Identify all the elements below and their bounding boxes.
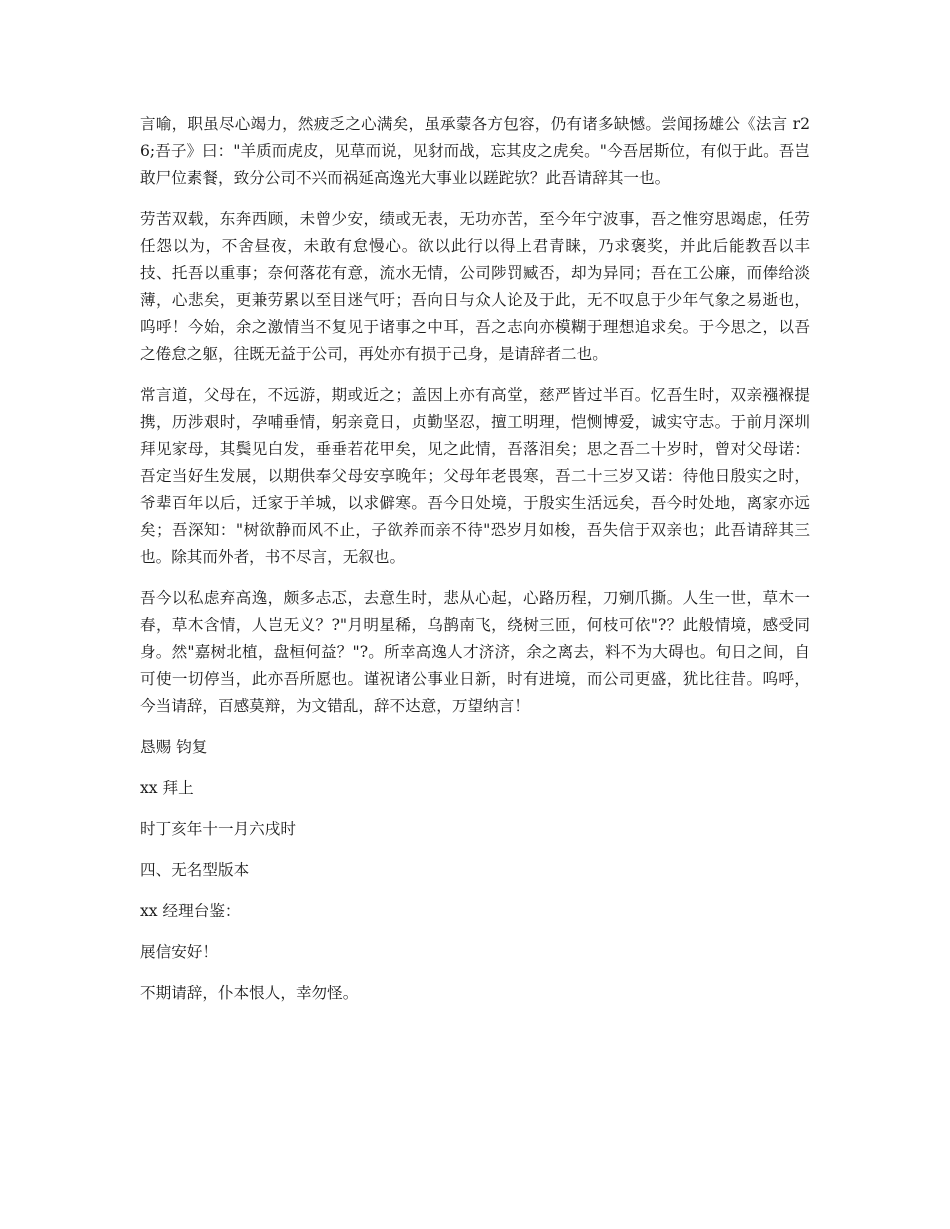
section-heading: 四、无名型版本: [140, 861, 250, 879]
signature-line: xx 拜上: [140, 779, 194, 797]
greeting-line: 展信安好！: [140, 943, 218, 961]
opening-line: 不期请辞，仆本恨人，幸勿怪。: [140, 984, 359, 1002]
salutation-line: xx 经理台鉴：: [140, 902, 241, 920]
document-page: [140, 111, 810, 1021]
paragraph-farewell: 吾今以私虑弃高逸，颇多忐忑，去意生时，悲从心起，心路历程，刀剜爪撕。人生一世，草木一春，草木含情，人岂无义？?"月明星稀，乌鹊南飞，绕树三匝，何枝可依"?？此般情境，感受同身。然"嘉树北植，盘桓何益？"?。所幸高逸人才济济，余之离去，料不为大碍也。旬日之间，自可使一切停当，此亦吾所愿也。谨祝诸公事业日新，时有进境，而公司更盛，犹比往昔。呜呼，今当请辞，百感莫辩，为文错乱，辞不达意，万望纳言！: [140, 589, 810, 715]
paragraph-reason-one: 言喻，职虽尽心竭力，然疲乏之心满矣，虽承蒙各方包容，仍有诸多缺憾。尝闻扬雄公《法言 r26;吾子》曰："羊质而虎皮，见草而说，见豺而战，忘其皮之虎矣。"今吾居斯位，有似于此。吾岂敢尸位素餐，致分公司不兴而祸延高逸光大事业以蹉跎欤？此吾请辞其一也。: [140, 115, 810, 187]
closing-line: 恳赐 钧复: [140, 738, 208, 756]
paragraph-reason-three: 常言道，父母在，不远游，期或近之；盖因上亦有高堂，慈严皆过半百。忆吾生时，双亲襁褓提携，历涉艰时，孕哺垂情，躬亲竟日，贞勤坚忍，擅工明理，恺恻博爱，诚实守志。于前月深圳拜见家母，其鬓见白发，垂垂若花甲矣，见之此情，吾落泪矣；思之吾二十岁时，曾对父母诺：吾定当好生发展，以期供奉父母安享晚年；父母年老畏寒，吾二十三岁又诺：待他日殷实之时，爷辈百年以后，迁家于羊城，以求僻寒。吾今日处境，于殷实生活远矣，吾今时处地，离家亦远矣；吾深知："树欲静而风不止，子欲养而亲不待"恐岁月如梭，吾失信于双亲也；此吾请辞其三也。除其而外者，书不尽言，无叙也。: [140, 386, 810, 566]
date-line: 时丁亥年十一月六戌时: [140, 820, 296, 838]
paragraph-reason-two: 劳苦双载，东奔西顾，未曾少安，绩或无表，无功亦苦，至今年宁波事，吾之惟穷思竭虑，任劳任怨以为，不舍昼夜，未敢有怠慢心。欲以此行以得上君青睐，乃求褒奖，并此后能教吾以丰技、托吾以重事；奈何落花有意，流水无情，公司陟罚臧否，却为异同；吾在工公廉，而俸给淡薄，心悲矣，更兼劳累以至目迷气吁；吾向日与众人论及于此，无不叹息于少年气象之易逝也，呜呼！今始，余之激情当不复见于诸事之中耳，吾之志向亦模糊于理想追求矣。于今思之，以吾之倦怠之躯，往既无益于公司，再处亦有损于己身，是请辞者二也。: [140, 210, 810, 363]
